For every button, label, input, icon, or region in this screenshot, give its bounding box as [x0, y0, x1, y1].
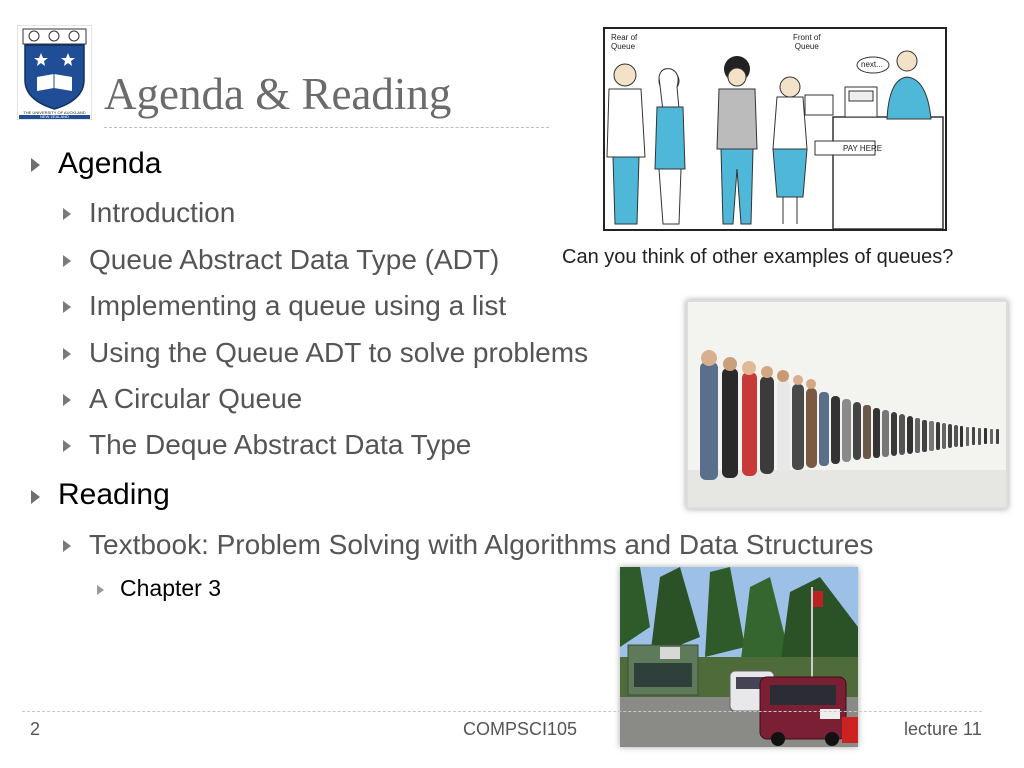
- bullet-arrow-icon: [31, 158, 40, 172]
- speech-bubble-text: next...: [861, 60, 883, 69]
- agenda-item: Introduction: [89, 197, 236, 228]
- reading-heading: Reading: [58, 478, 170, 511]
- bullet-arrow-icon: [63, 208, 71, 220]
- course-code: COMPSCI105: [463, 719, 578, 739]
- agenda-item: Using the Queue ADT to solve problems: [89, 337, 589, 368]
- bullet-arrow-icon: [63, 540, 71, 552]
- page-number: 2: [30, 719, 41, 739]
- queue-question-caption: Can you think of other examples of queues?: [562, 246, 954, 268]
- agenda-item: A Circular Queue: [89, 383, 303, 414]
- slide-title: Agenda & Reading: [104, 69, 452, 119]
- agenda-heading: Agenda: [58, 147, 162, 180]
- reading-item: Textbook: Problem Solving with Algorithms and Data Structures: [89, 529, 874, 560]
- bullet-arrow-icon: [63, 394, 71, 406]
- agenda-item: Implementing a queue using a list: [89, 290, 507, 321]
- agenda-item: Queue Abstract Data Type (ADT): [89, 244, 500, 275]
- bullet-arrow-icon: [63, 255, 71, 267]
- reading-subitem: Chapter 3: [120, 575, 222, 601]
- bullet-arrow-icon: [97, 585, 104, 595]
- rear-of-queue-label: Rear of Queue: [611, 33, 638, 51]
- queue-cartoon-image: [603, 27, 947, 231]
- pay-here-sign: PAY HERE: [843, 144, 883, 153]
- people-queue-photo: [686, 300, 1008, 509]
- bullet-arrow-icon: [63, 348, 71, 360]
- cars-queue-photo: [620, 567, 858, 747]
- bullet-arrow-icon: [63, 440, 71, 452]
- agenda-item: The Deque Abstract Data Type: [89, 429, 472, 460]
- logo-text-line2: NEW ZEALAND: [19, 115, 90, 119]
- university-logo: [17, 25, 92, 120]
- footer-divider: [22, 711, 982, 712]
- bullet-arrow-icon: [31, 490, 40, 504]
- title-divider: [104, 127, 549, 128]
- bullet-arrow-icon: [63, 301, 71, 313]
- lecture-label: lecture 11: [904, 719, 982, 739]
- logo-text-line1: THE UNIVERSITY OF AUCKLAND: [23, 110, 86, 115]
- front-of-queue-label: Front of Queue: [793, 33, 821, 51]
